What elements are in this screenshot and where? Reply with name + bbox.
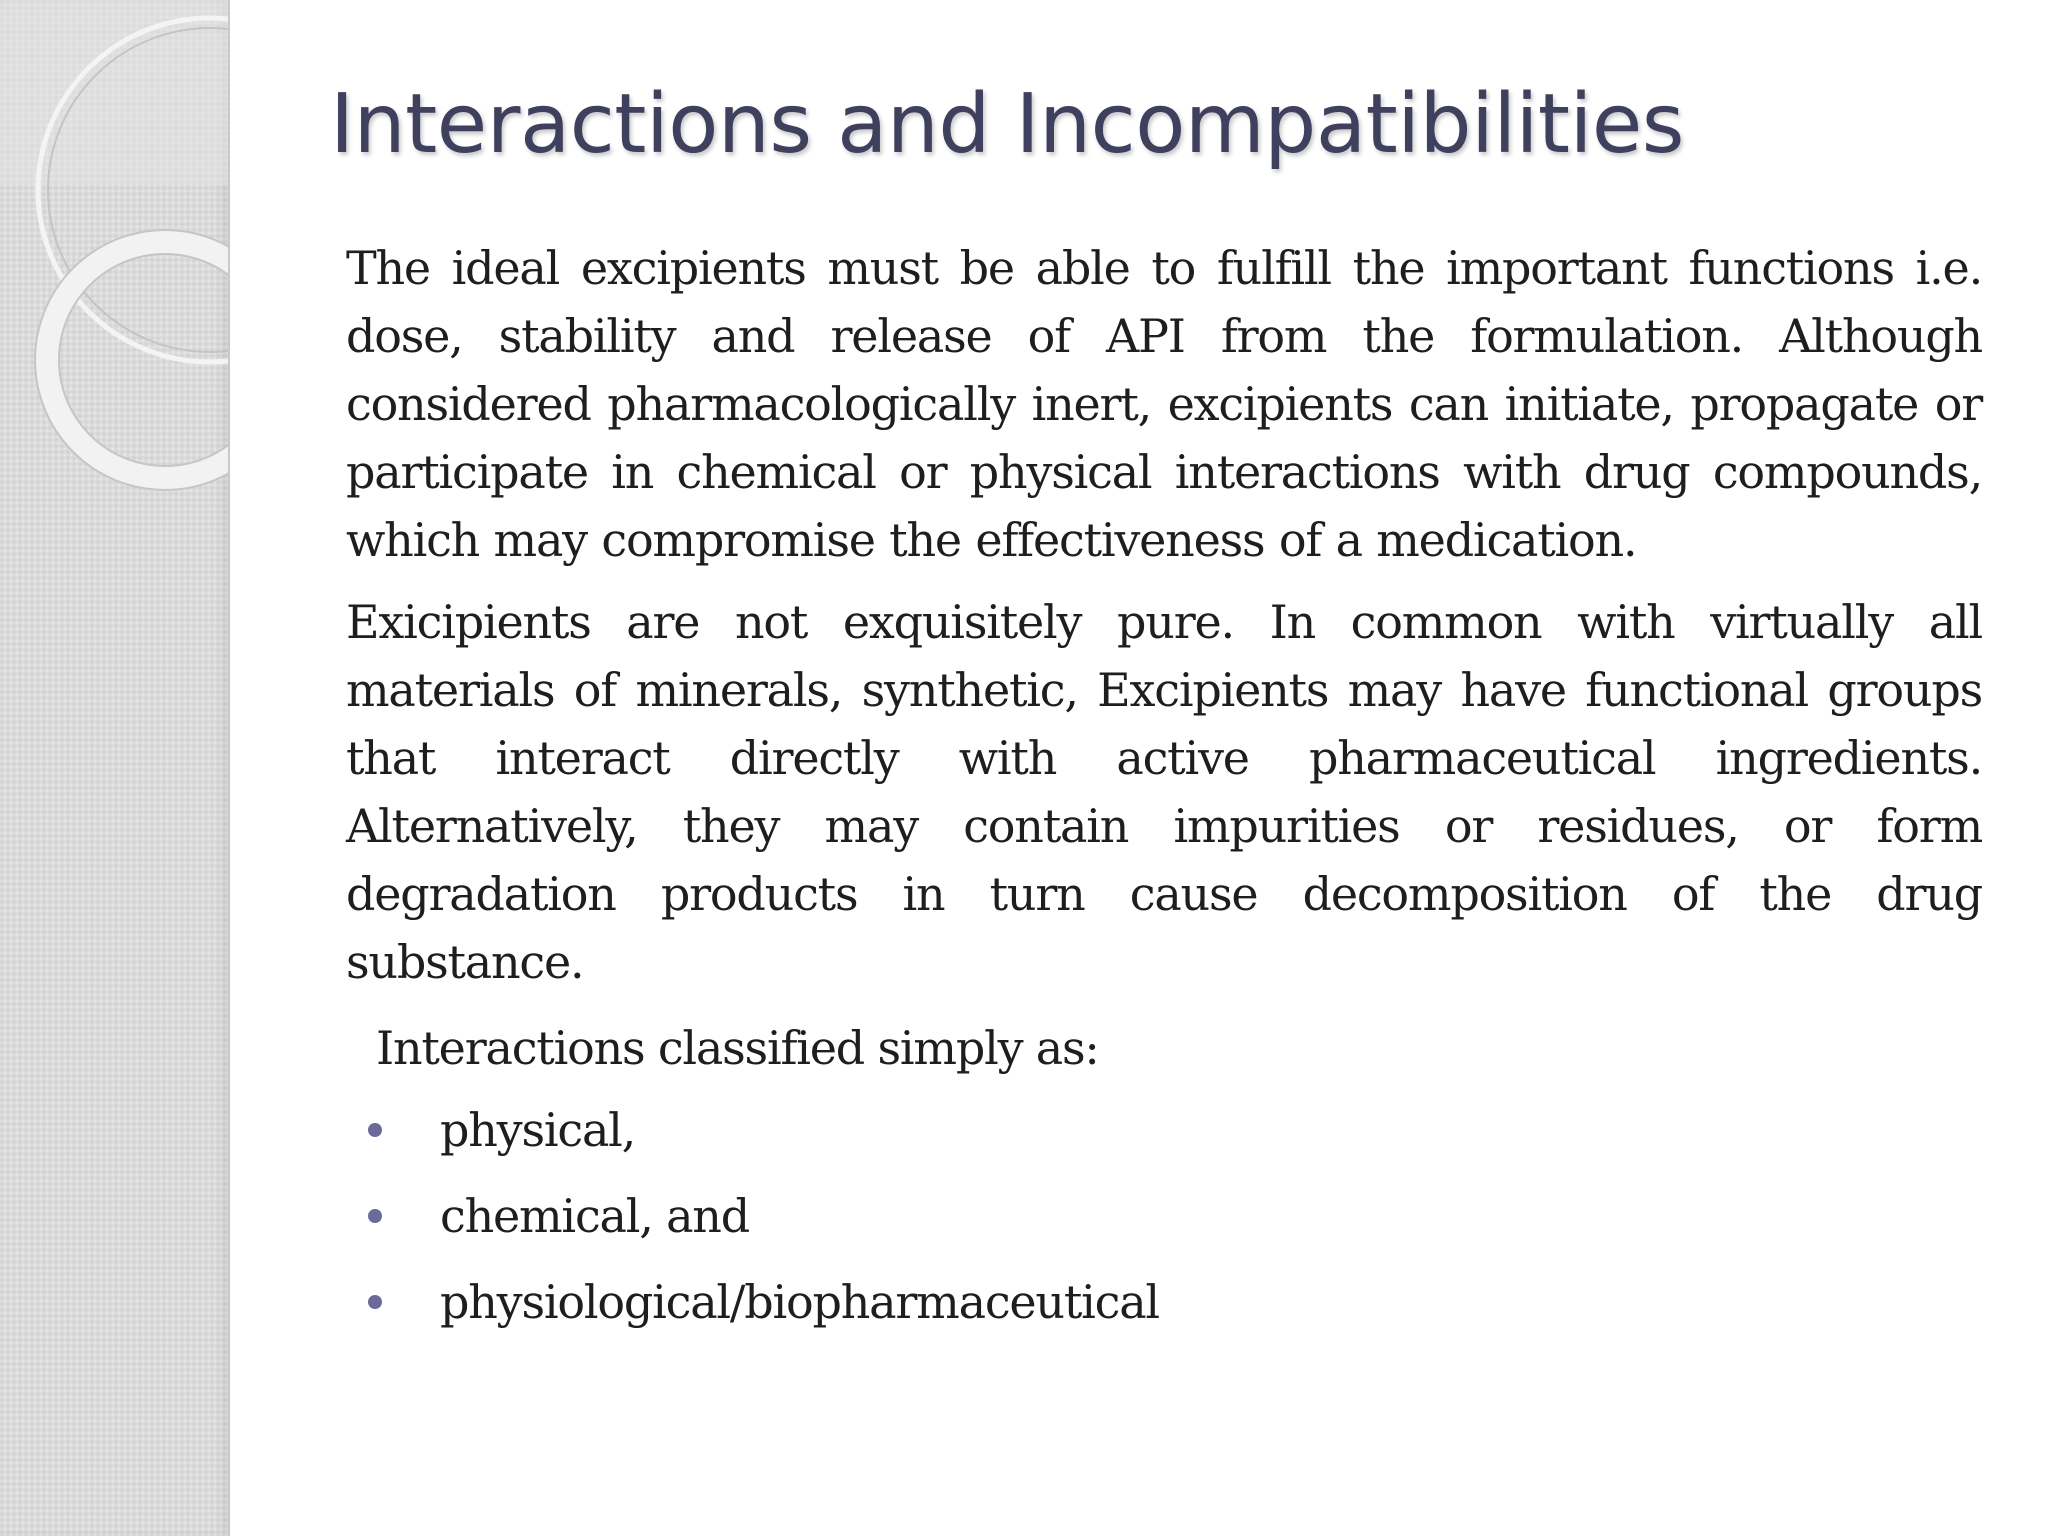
list-item [346,1182,1982,1250]
list-intro: Interactions classified simply as: [376,1021,1099,1075]
decorative-sidebar [0,0,230,1536]
paragraph-excipient-functions: The ideal excipients must be able to fulfill the important functions i.e. dose, stability and release of API from the formulation. Although considered pharmacologically inert, excipients can initiate, propagate or participate in chemical or physical interactions with drug compounds, which may compromise the effectiveness of a medication. [346,241,1982,567]
interaction-types-list [346,1096,1982,1336]
decorative-rings-graphic [0,0,228,520]
list-item-text: physical, [440,1103,636,1157]
slide-title: Interactions and Incompatibilities [330,77,1685,172]
bullet-icon [368,1295,382,1309]
bullet-icon [368,1209,382,1223]
list-item-text: physiological/biopharmaceutical [440,1275,1159,1329]
list-item-text: chemical, and [440,1189,749,1243]
bullet-icon [368,1123,382,1137]
paragraph-excipient-purity: Exicipients are not exquisitely pure. In common with virtually all materials of minerals, synthetic, Excipients may have functional groups that interact directly with active pharmaceutical ingredients. Alternatively, they may contain impurities or residues, or form degradation products in turn cause decomposition of the drug substance. [346,595,1982,989]
slide-body [346,234,1982,1354]
list-item [346,1096,1982,1164]
list-item [346,1268,1982,1336]
